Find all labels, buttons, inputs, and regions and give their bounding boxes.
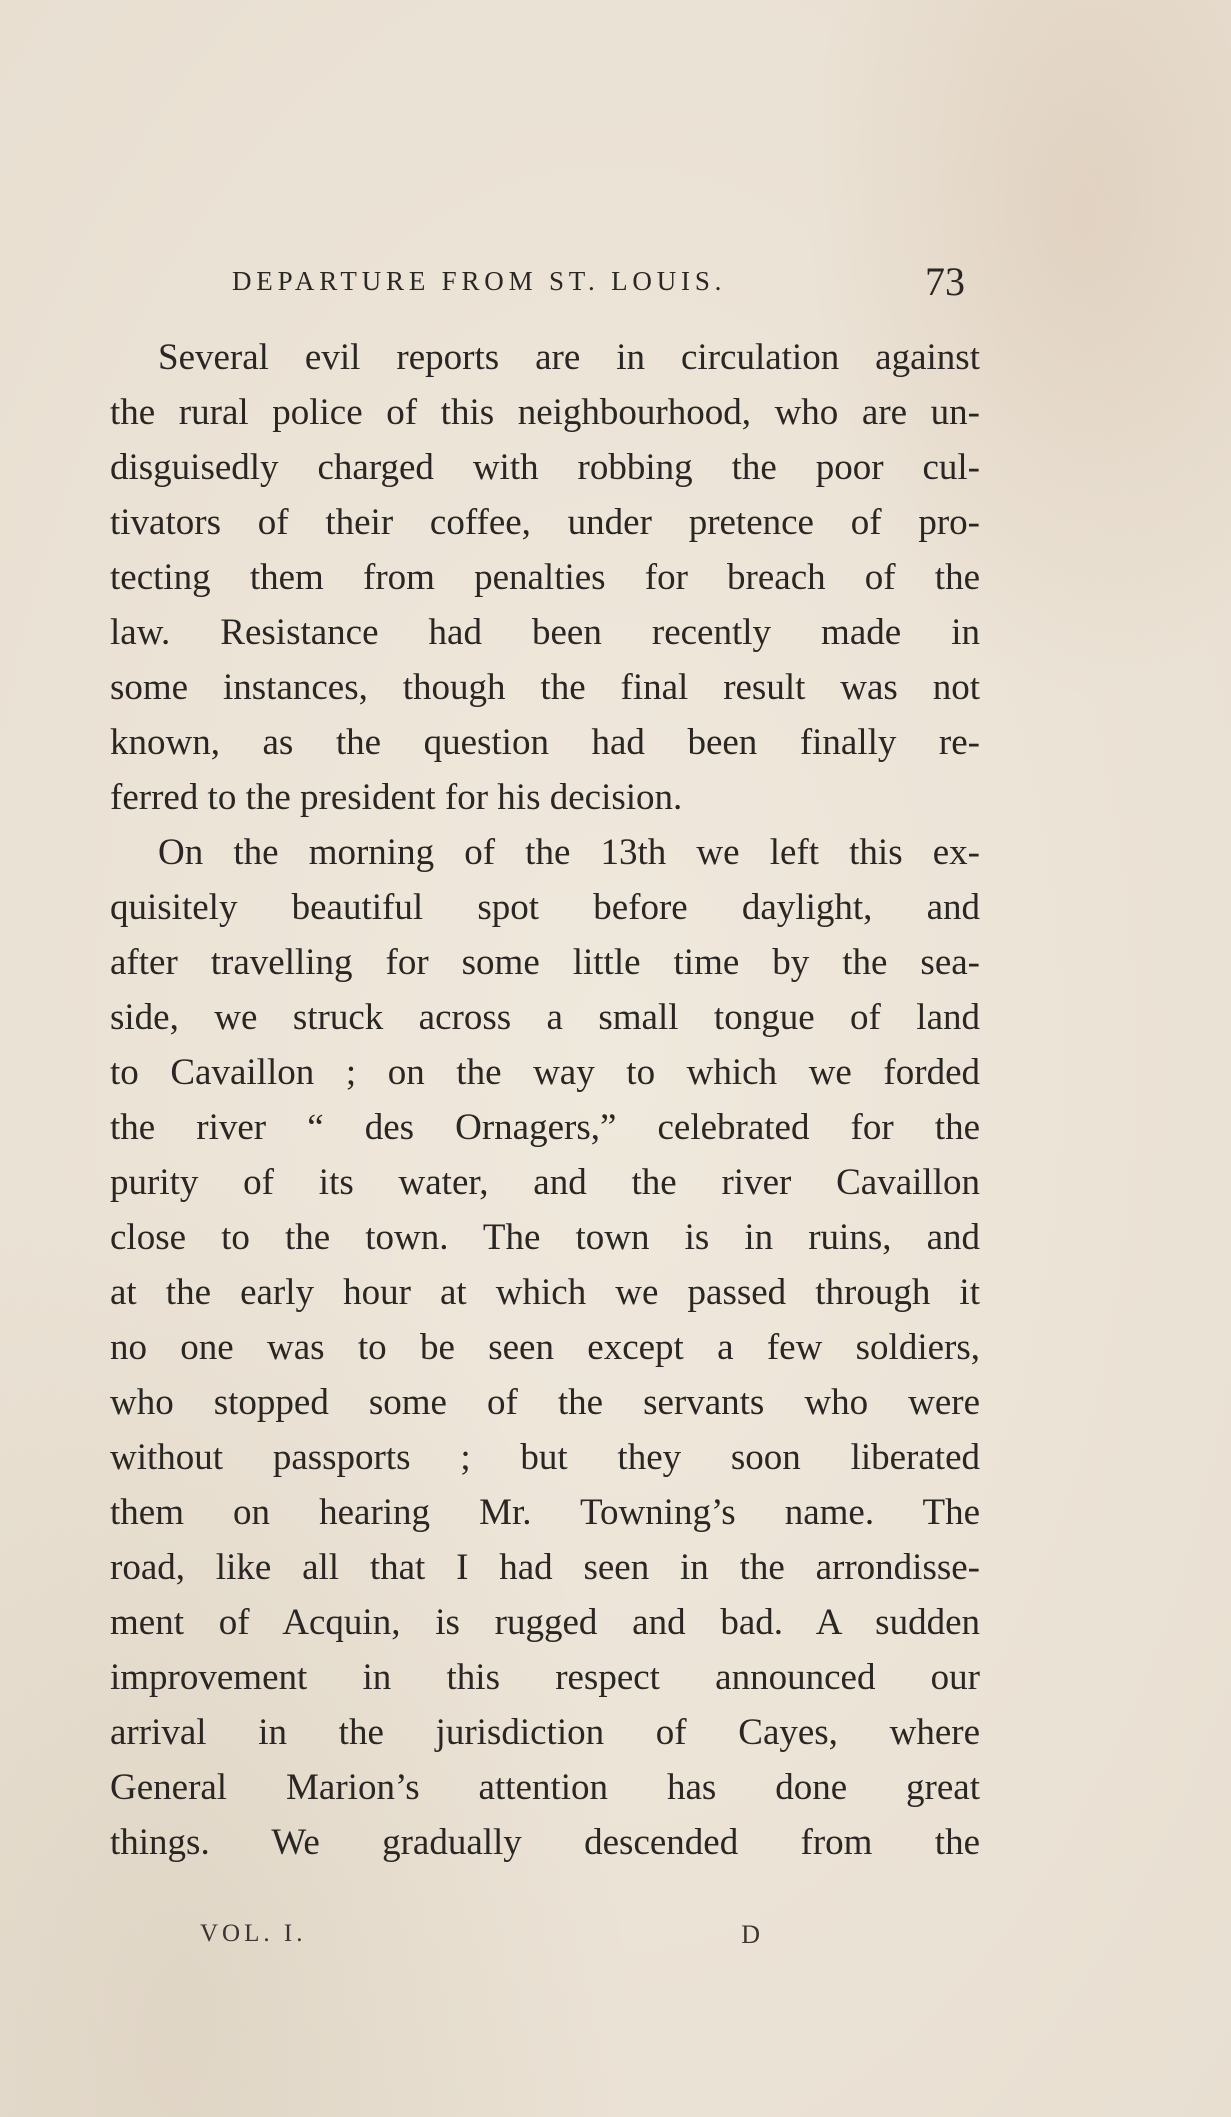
text-line: without passports ; but they soon liberated — [110, 1437, 980, 1478]
text-line: who stopped some of the servants who were — [110, 1382, 980, 1423]
text-line: tecting them from penalties for breach of the — [110, 557, 980, 598]
text-line: Several evil reports are in circulation against — [158, 337, 980, 378]
text-line: known, as the question had been finally re- — [110, 722, 980, 763]
paragraph-1 — [110, 330, 980, 825]
text-line: after travelling for some little time by the sea- — [110, 942, 980, 983]
text-line: side, we struck across a small tongue of land — [110, 997, 980, 1038]
text-line: ferred to the president for his decision. — [110, 777, 683, 818]
text-line: ment of Acquin, is rugged and bad. A sudden — [110, 1602, 980, 1643]
text-line: road, like all that I had seen in the arrondisse- — [110, 1547, 980, 1588]
body-text — [110, 330, 980, 1870]
page-number: 73 — [925, 259, 965, 304]
text-line: purity of its water, and the river Cavaillon — [110, 1162, 980, 1203]
signature-mark: D — [741, 1920, 760, 1949]
text-line: no one was to be seen except a few soldiers, — [110, 1327, 980, 1368]
text-line: the river “ des Ornagers,” celebrated for the — [110, 1107, 980, 1148]
text-line: General Marion’s attention has done great — [110, 1767, 980, 1808]
paragraph-2 — [110, 825, 980, 1870]
text-line: tivators of their coffee, under pretence of pro- — [110, 502, 980, 543]
text-line: close to the town. The town is in ruins, and — [110, 1217, 980, 1258]
text-line: the rural police of this neighbourhood, who are un- — [110, 392, 980, 433]
text-line: On the morning of the 13th we left this ex- — [158, 832, 980, 873]
text-line: arrival in the jurisdiction of Cayes, where — [110, 1712, 980, 1753]
text-line: law. Resistance had been recently made in — [110, 612, 980, 653]
footer — [200, 1920, 760, 1960]
text-line: things. We gradually descended from the — [110, 1822, 980, 1863]
text-line: them on hearing Mr. Towning’s name. The — [110, 1492, 980, 1533]
volume-label: VOL. I. — [200, 1920, 307, 1947]
text-line: to Cavaillon ; on the way to which we forded — [110, 1052, 980, 1093]
text-line: quisitely beautiful spot before daylight, and — [110, 887, 980, 928]
running-head — [150, 258, 965, 308]
text-line: at the early hour at which we passed through it — [110, 1272, 980, 1313]
text-line: disguisedly charged with robbing the poor cul- — [110, 447, 980, 488]
text-line: some instances, though the final result was not — [110, 667, 980, 708]
text-line: improvement in this respect announced our — [110, 1657, 980, 1698]
running-title: DEPARTURE FROM ST. LOUIS. — [232, 266, 727, 296]
